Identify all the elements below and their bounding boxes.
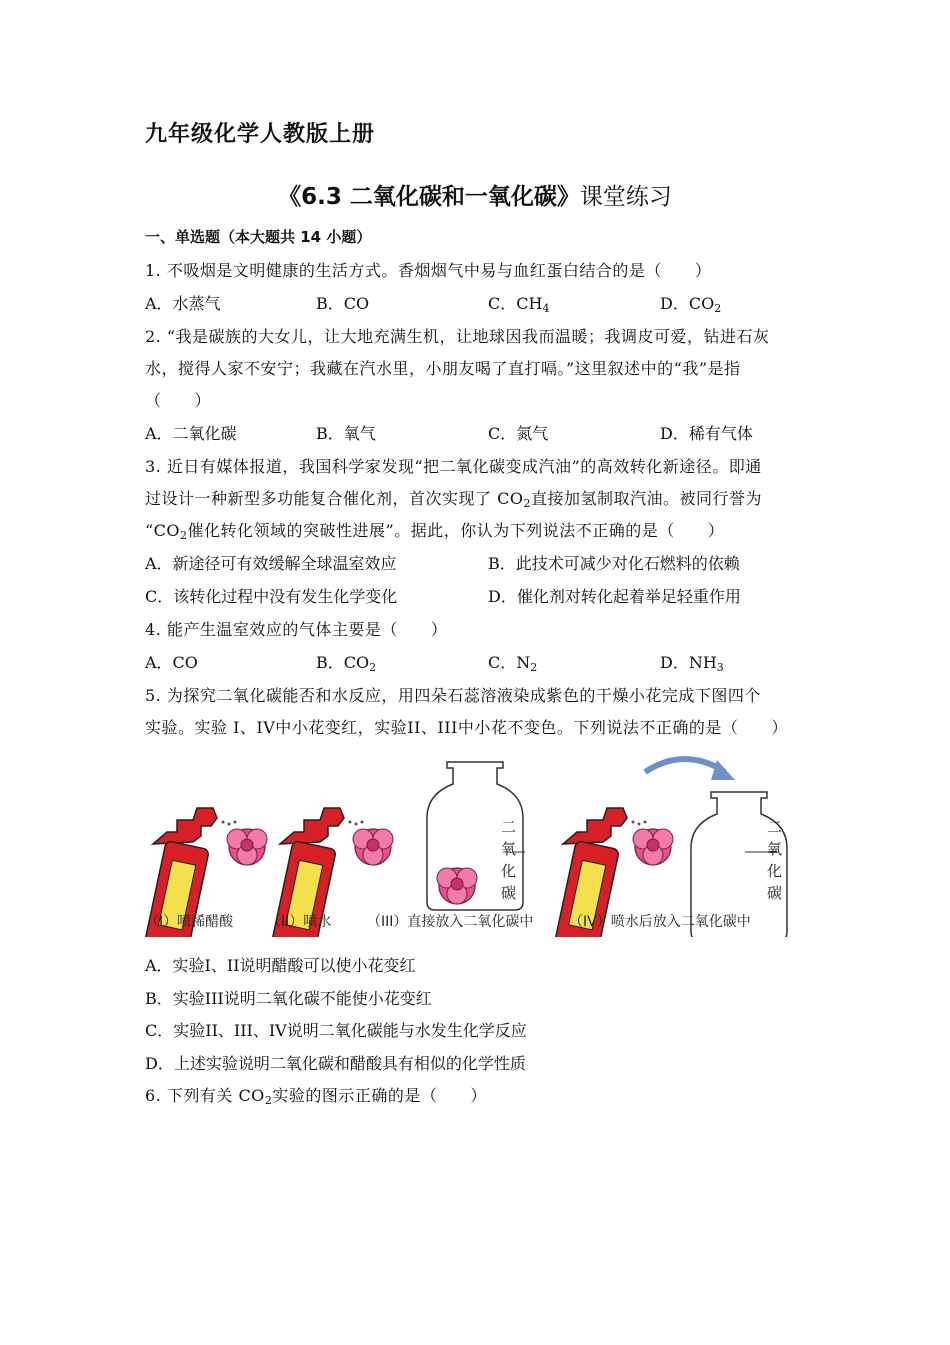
q5-option-a: A．实验I、II说明醋酸可以使小花变红 [145, 956, 416, 975]
question-1-text: 1. 不吸烟是文明健康的生活方式。香烟烟气中易与血红蛋白结合的是（ ） [145, 261, 712, 280]
q2-option-a: A．二氧化碳 [145, 424, 237, 443]
q3-option-b: B．此技术可减少对化石燃料的依赖 [488, 554, 740, 573]
caption-4: （IV）喷水后放入二氧化碳中 [569, 914, 751, 930]
jar-label-3-char-4: 碳 [501, 884, 517, 902]
jar-label-4-char-2: 氧 [767, 840, 783, 858]
caption-1: （I）喷稀醋酸 [145, 914, 234, 930]
lesson-title-bold: 《6.3 二氧化碳和一氧化碳》 [278, 184, 580, 210]
question-2-line-2: 水，搅得人家不安宁；我藏在汽水里，小朋友喝了直打嗝。”这里叙述中的“我”是指 [145, 359, 741, 378]
question-6-text: 6. 下列有关 $CO_2$实验的图示正确的是（ ） [145, 1086, 487, 1107]
flower-icon-1 [227, 829, 267, 865]
question-5-line-2: 实验。实验 I、IV中小花变红，实验II、III中小花不变色。下列说法不正确的是（ ） [145, 718, 788, 737]
jar-label-4-char-4: 碳 [767, 884, 783, 902]
q4-option-b: B．$CO_2$ [316, 653, 377, 674]
question-2-line-1: 2. “我是碳族的大女儿，让大地充满生机，让地球因我而温暖；我调皮可爱，钻进石灰 [145, 327, 770, 346]
q1-option-d: D．$CO_2$ [660, 294, 722, 315]
q2-option-c: C．氮气 [488, 424, 549, 443]
experiment-figure [145, 752, 795, 937]
curved-arrow-icon [645, 759, 725, 772]
q1-option-c: C．$CH_4$ [488, 294, 550, 315]
spray-mist-4 [632, 821, 647, 826]
lesson-title-rest: 课堂练习 [579, 184, 672, 210]
jar-label-4-char-3: 化 [767, 862, 783, 880]
q1-option-b: B．CO [316, 294, 370, 313]
question-5-line-1: 5. 为探究二氧化碳能否和水反应，用四朵石蕊溶液染成紫色的干燥小花完成下图四个 [145, 686, 761, 705]
question-4-text: 4. 能产生温室效应的气体主要是（ ） [145, 620, 448, 639]
lesson-title [0, 178, 950, 211]
caption-3: （III）直接放入二氧化碳中 [367, 914, 534, 930]
q1-option-a: A．水蒸气 [145, 294, 221, 313]
jar-label-4-char-1: 二 [767, 818, 783, 836]
question-3-line-1: 3. 近日有媒体报道，我国科学家发现“把二氧化碳变成汽油”的高效转化新途径。即通 [145, 457, 762, 476]
q5-option-c: C．实验II、III、IV说明二氧化碳能与水发生化学反应 [145, 1021, 527, 1040]
flower-icon-4 [633, 829, 673, 865]
question-3-line-2: 过设计一种新型多功能复合催化剂，首次实现了 $CO_2$直接加氢制取汽油。被同行誉为 [145, 489, 762, 510]
q2-option-d: D．稀有气体 [660, 424, 753, 443]
spray-mist-1 [222, 821, 237, 826]
q4-option-c: C．$N_2$ [488, 653, 538, 674]
jar-label-3-char-1: 二 [501, 818, 517, 836]
q3-option-a: A．新途径可有效缓解全球温室效应 [145, 554, 397, 573]
document-title: 九年级化学人教版上册 [145, 122, 376, 147]
q3-option-d: D．催化剂对转化起着举足轻重作用 [488, 587, 741, 606]
flower-icon-2 [353, 829, 393, 865]
question-3-line-3: “$CO_2$催化转化领域的突破性进展”。据此，你认为下列说法不正确的是（ ） [145, 521, 725, 542]
question-2-line-3: （ ） [145, 391, 212, 410]
q4-option-d: D．$NH_3$ [660, 653, 724, 674]
q3-option-c: C．该转化过程中没有发生化学变化 [145, 587, 398, 606]
jar-label-3-char-3: 化 [501, 862, 517, 880]
q4-option-a: A．CO [145, 653, 198, 672]
q5-option-d: D．上述实验说明二氧化碳和醋酸具有相似的化学性质 [145, 1054, 526, 1073]
q5-option-b: B．实验III说明二氧化碳不能使小花变红 [145, 989, 432, 1008]
caption-2: （II）喷水 [267, 914, 332, 930]
section-heading: 一、单选题（本大题共 14 小题） [145, 228, 372, 246]
spray-mist-2 [349, 821, 364, 826]
jar-label-3-char-2: 氧 [501, 840, 517, 858]
q2-option-b: B．氧气 [316, 424, 376, 443]
